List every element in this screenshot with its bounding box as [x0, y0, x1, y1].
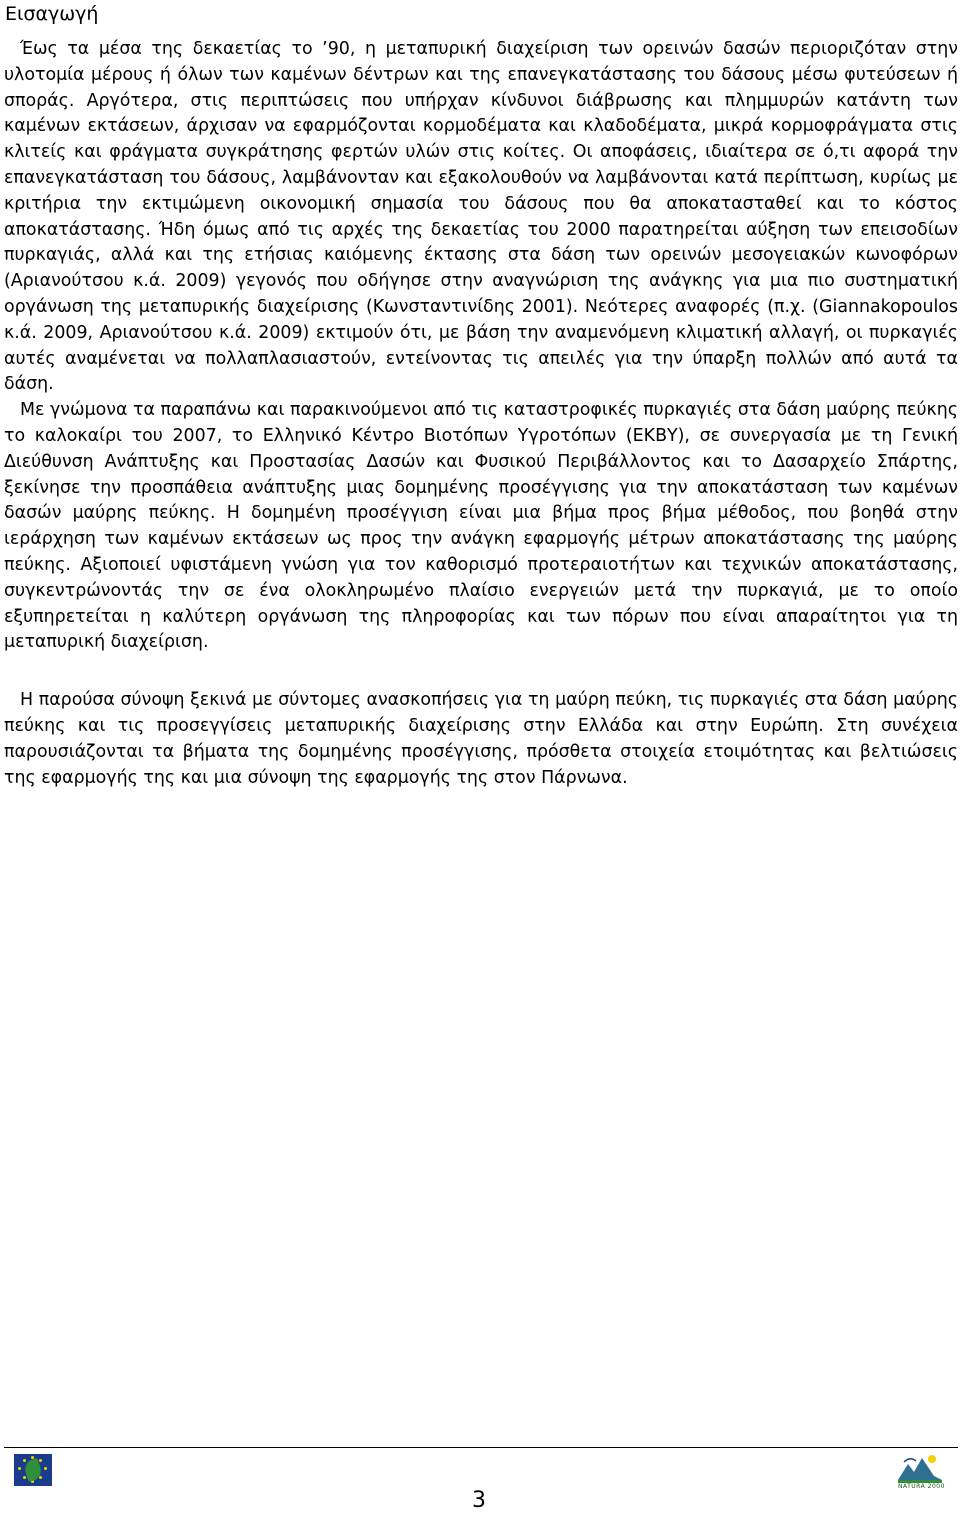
- paragraph-spacer: [4, 656, 958, 688]
- paragraph-2: Με γνώμονα τα παραπάνω και παρακινούμενοι από τις καταστροφικές πυρκαγιές στα δάση μαύρης πεύκης το καλοκαίρι του 2007, το Ελληνικό Κέντρο Βιοτόπων Υγροτόπων (ΕΚΒΥ), σε συνεργασία με τη Γενική Διεύθυνση Ανάπτυξης και Προστασίας Δασών και Φυσικού Περιβάλλοντος και το Δασαρχείο Σπάρτης, ξεκίνησε την προσπάθεια ανάπτυξης μιας δομημένης προσέγγισης για την αποκατάσταση των καμένων δασών μαύρης πεύκης. Η δομημένη προσέγγιση είναι μια βήμα προς βήμα μέθοδος, που βοηθά στην ιεράρχηση των καμένων εκτάσεων ως προς την ανάγκη εφαρμογής μέτρων αποκατάστασης της μαύρης πεύκης. Αξιοποιεί υφιστάμενη γνώση για τον καθορισμό προτεραιοτήτων και τεχνικών αποκατάστασης, συγκεντρώνοντάς την σε ένα ολοκληρωμένο πλαίσιο ενεργειών μετά την πυρκαγιά, με το οποίο εξυπηρετείται η καλύτερη οργάνωση της πληροφορίας και των πόρων που είναι απαραίτητοι για τη μεταπυρική διαχείριση.: [4, 400, 958, 653]
- page-number: 3: [472, 1488, 486, 1513]
- eu-star-icon: [23, 1476, 26, 1479]
- paragraph-3: Η παρούσα σύνοψη ξεκινά με σύντομες ανασκοπήσεις για τη μαύρη πεύκη, τις πυρκαγιές στα δάση μαύρης πεύκης και τις προσεγγίσεις μεταπυρικής διαχείρισης στην Ελλάδα και στην Ευρώπη. Στη συνέχεια παρουσιάζονται τα βήματα της δομημένης προσέγγισης, πρόσθετα στοιχεία ετοιμότητας και βελτιώσεις της εφαρμογής της και μια σύνοψη της εφαρμογής της στον Πάρνωνα.: [4, 690, 958, 788]
- paragraph-1: Έως τα μέσα της δεκαετίας το ’90, η μεταπυρική διαχείριση των ορεινών δασών περιοριζόταν στην υλοτομία μέρους ή όλων των καμένων δέντρων και της επανεγκατάστασης του δάσους μέσω φυτεύσεων ή σποράς. Αργότερα, στις περιπτώσεις που υπήρχαν κίνδυνοι διάβρωσης και πλημμυρών κατάντη των καμένων εκτάσεων, άρχισαν να εφαρμόζονται κορμοδέματα και κλαδοδέματα, μικρά κορμοφράγματα στις κλιτείς και φράγματα συγκράτησης φερτών υλών στις κοίτες. Οι αποφάσεις, ιδιαίτερα σε ό,τι αφορά την επανεγκατάσταση του δάσους, λαμβάνονταν και εξακολουθούν να λαμβάνονται κατά περίπτωση, κυρίως με κριτήρια την εκτιμώμενη οικονομική σημασία του δάσους που θα αποκατασταθεί και το κόστος αποκατάστασης. Ήδη όμως από τις αρχές της δεκαετίας του 2000 παρατηρείται αύξηση των επεισοδίων πυρκαγιάς, αλλά και της ετήσιας καιόμενης έκτασης στα δάση των ορεινών μεσογειακών κωνοφόρων (Αριανούτσου κ.ά. 2009) γεγονός που οδήγησε στην αναγνώριση της ανάγκης για μια πιο συστηματική οργάνωση της μεταπυρικής διαχείρισης (Κωνσταντινίδης 2001). Νεότερες αναφορές (π.χ. (Giannakopoulos κ.ά. 2009, Αριανούτσου κ.ά. 2009) εκτιμούν ότι, με βάση την αναμενόμενη κλιματική αλλαγή, οι πυρκαγιές αυτές αναμένεται να πολλαπλασιαστούν, εντείνοντας τις απειλές για την ύπαρξη πολλών από αυτά τα δάση.: [4, 39, 958, 395]
- page-title: Εισαγωγή: [5, 3, 99, 25]
- eu-star-icon: [39, 1476, 42, 1479]
- eu-star-icon: [44, 1467, 47, 1470]
- footer-divider: [4, 1447, 958, 1448]
- eu-star-icon: [23, 1459, 26, 1462]
- document-body: [4, 37, 958, 791]
- eu-life-logo-icon: [14, 1454, 52, 1486]
- eu-star-icon: [39, 1459, 42, 1462]
- eu-star-icon: [18, 1467, 21, 1470]
- natura-logo-text: NATURA 2000: [898, 1483, 945, 1490]
